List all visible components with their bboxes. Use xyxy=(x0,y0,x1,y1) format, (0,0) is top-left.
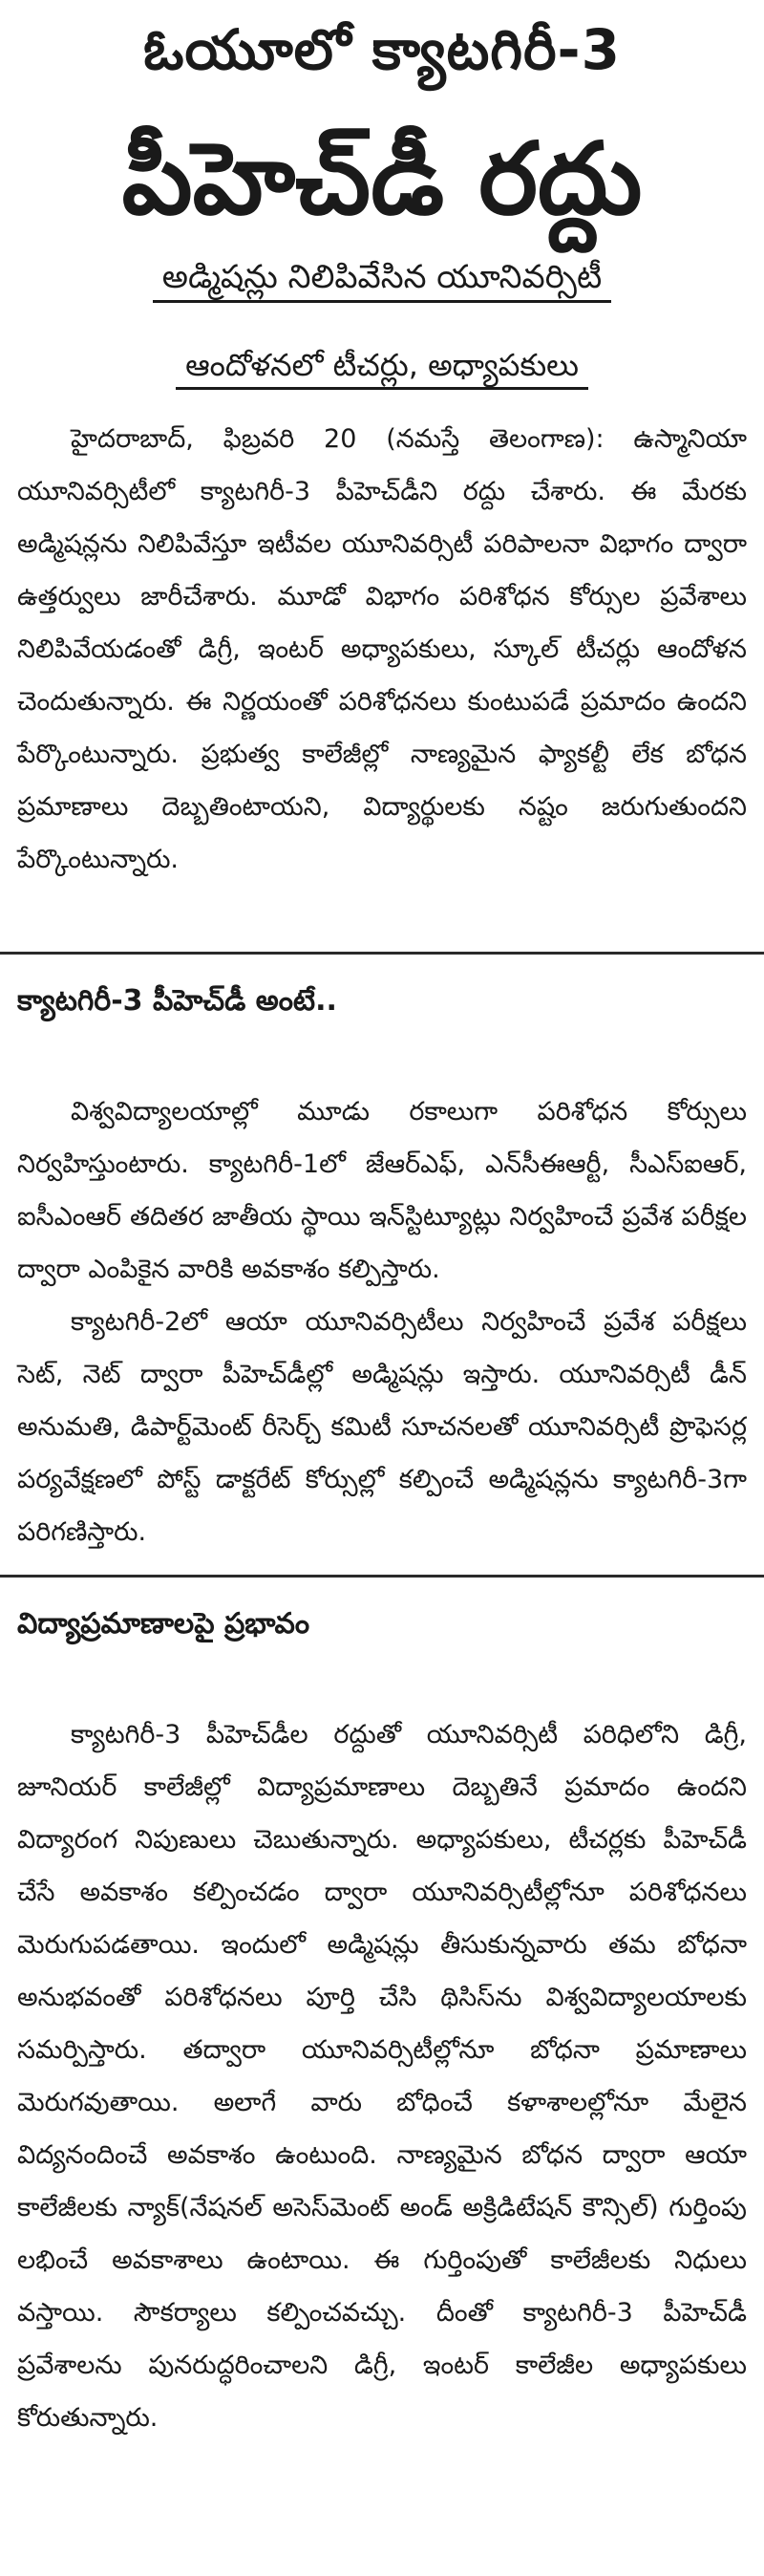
kicker-heading: ఓయూలో క్యాటగిరీ-3 xyxy=(143,17,621,82)
subheading-secondary xyxy=(0,338,764,392)
body-paragraph-impact: క్యాటగిరీ-3 పీహెచ్‌డీల రద్దుతో యూనివర్సిటీ పరిధిలోని డిగ్రీ, జూనియర్ కాలేజీల్లో విద్యాప్రమాణాలు దెబ్బతినే ప్రమాదం ఉందని విద్యారంగ నిపుణులు చెబుతున్నారు. అధ్యాపకులు, టీచర్లకు పీహెచ్‌డీ చేసే అవకాశం కల్పించడం ద్వారా యూనివర్సిటీల్లోనూ పరిశోధనలు మెరుగుపడతాయి. ఇందులో అడ్మిషన్లు తీసుకున్నవారు తమ బోధనా అనుభవంతో పరిశోధనలు పూర్తి చేసి థిసిస్‌ను విశ్వవిద్యాలయాలకు సమర్పిస్తారు. తద్వారా యూనివర్సిటీల్లోనూ బోధనా ప్రమాణాలు మెరుగవుతాయి. అలాగే వారు బోధించే కళాశాలల్లోనూ మేలైన విద్యనందించే అవకాశం ఉంటుంది. నాణ్యమైన బోధన ద్వారా ఆయా కాలేజీలకు న్యాక్(నేషనల్ అసెస్‌మెంట్ అండ్ అక్రిడిటేషన్ కౌన్సిల్) గుర్తింపు లభించే అవకాశాలు ఉంటాయి. ఈ గుర్తింపుతో కాలేజీలకు నిధులు వస్తాయి. సౌకర్యాలు కల్పించవచ్చు. దీంతో క్యాటగిరీ-3 పీహెచ్‌డీ ప్రవేశాలను పునరుద్ధరించాలని డిగ్రీ, ఇంటర్ కాలేజీల అధ్యాపకులు కోరుతున్నారు. xyxy=(17,1720,747,2433)
section-divider xyxy=(0,1575,764,1578)
body-paragraph-category-2: క్యాటగిరీ-2లో ఆయా యూనివర్సిటీలు నిర్వహించే ప్రవేశ పరీక్షలు సెట్, నెట్ ద్వారా పీహెచ్‌డీల్లో అడ్మిషన్లు ఇస్తారు. యూనివర్సిటీ డీన్ అనుమతి, డిపార్ట్‌మెంట్ రీసెర్చ్ కమిటీ సూచనలతో యూనివర్సిటీ ప్రొఫెసర్ల పర్యవేక్షణలో పోస్ట్ డాక్టరేట్ కోర్సుల్లో కల్పించే అడ్మిషన్లను క్యాటగిరీ-3గా పరిగణిస్తారు. xyxy=(17,1307,747,1547)
body-paragraph-category-1: విశ్వవిద్యాలయాల్లో మూడు రకాలుగా పరిశోధన కోర్సులు నిర్వహిస్తుంటారు. క్యాటగిరీ-1లో జేఆర్‌ఎఫ్, ఎన్‌సీఈఆర్టీ, సీఎస్ఐఆర్, ఐసీఎంఆర్ తదితర జాతీయ స్థాయి ఇన్‌స్టిట్యూట్లు నిర్వహించే ప్రవేశ పరీక్షల ద్వారా ఎంపికైన వారికి అవకాశం కల్పిస్తారు. xyxy=(17,1097,747,1284)
section-heading-category-3: క్యాటగిరీ-3 పీహెచ్‌డీ అంటే.. xyxy=(17,984,337,1018)
subheading-secondary-text: ఆందోళనలో టీచర్లు, అధ్యాపకులు xyxy=(176,347,588,390)
subheading-primary-text: అడ్మిషన్లు నిలిపివేసిన యూనివర్సిటీ xyxy=(153,258,612,303)
body-paragraph-intro: హైదరాబాద్, ఫిబ్రవరి 20 (నమస్తే తెలంగాణ): ఉస్మానియా యూనివర్సిటీలో క్యాటగిరీ-3 పీహెచ్‌డీని రద్దు చేశారు. ఈ మేరకు అడ్మిషన్లను నిలిపివేస్తూ ఇటీవల యూనివర్సిటీ పరిపాలనా విభాగం ద్వారా ఉత్తర్వులు జారీచేశారు. మూడో విభాగం పరిశోధన కోర్సుల ప్రవేశాలు నిలిపివేయడంతో డిగ్రీ, ఇంటర్ అధ్యాపకులు, స్కూల్ టీచర్లు ఆందోళన చెందుతున్నారు. ఈ నిర్ణయంతో పరిశోధనలు కుంటుపడే ప్రమాదం ఉందని పేర్కొంటున్నారు. ప్రభుత్వ కాలేజీల్లో నాణ్యమైన ఫ్యాకల్టీ లేక బోధన ప్రమాణాలు దెబ్బతింటాయని, విద్యార్థులకు నష్టం జరుగుతుందని పేర్కొంటున్నారు. xyxy=(17,424,747,874)
section-divider xyxy=(0,952,764,955)
section-heading-standards: విద్యాప్రమాణాలపై ప్రభావం xyxy=(17,1607,310,1641)
main-headline: పీహెచ్‌డీ రద్దు xyxy=(121,120,643,237)
subheading-primary xyxy=(0,250,764,304)
